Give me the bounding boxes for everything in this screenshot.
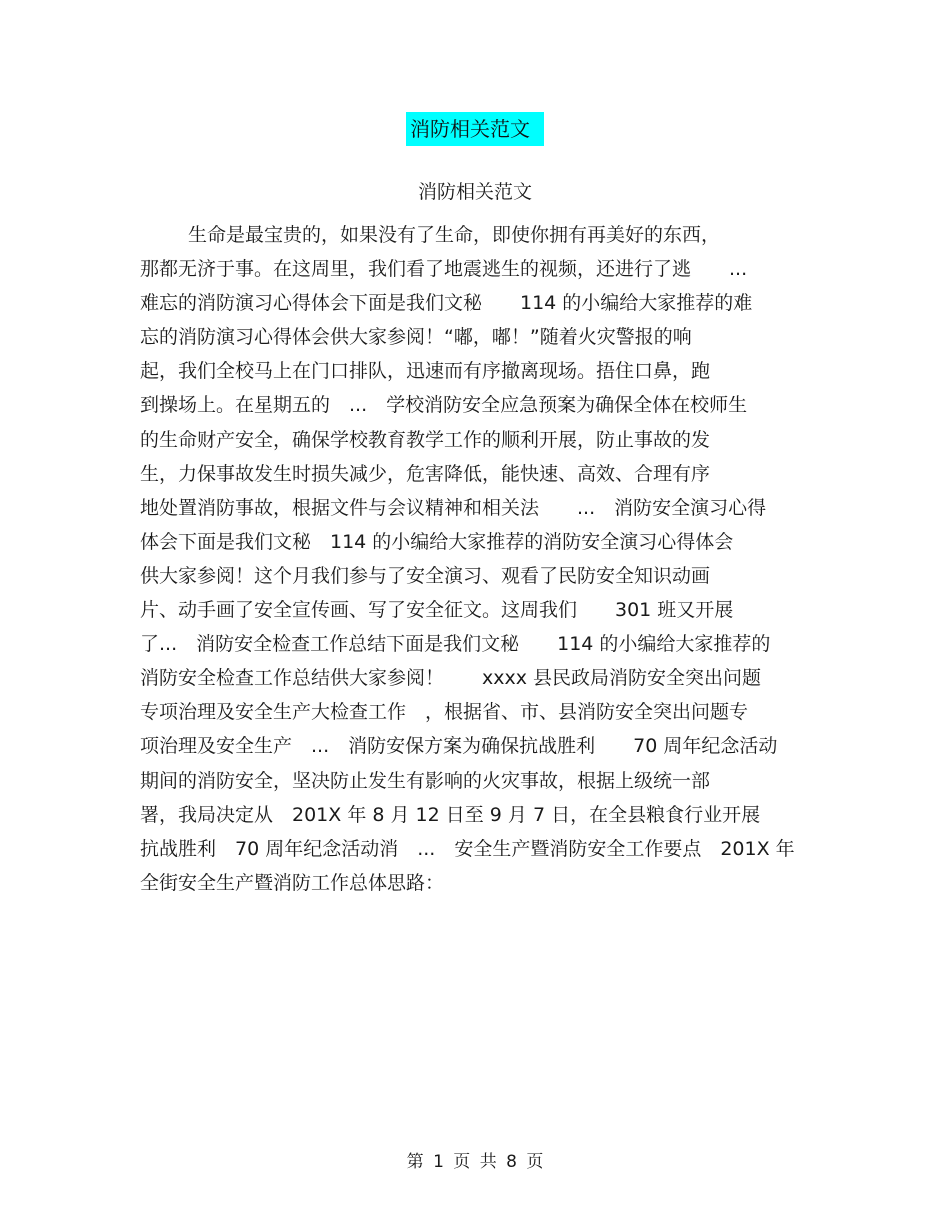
page-footer: 第 1 页 共 8 页	[406, 1152, 544, 1172]
body-line: 忘的消防演习心得体会供大家参阅！“嘟，嘟！”随着火灾警报的响	[140, 326, 692, 349]
body-line: 起，我们全校马上在门口排队，迅速而有序撤离现场。捂住口鼻，跑	[140, 360, 711, 383]
body-line: 供大家参阅！这个月我们参与了安全演习、观看了民防安全知识动画	[140, 564, 711, 587]
header-title-wrap	[0, 112, 950, 146]
header-title: 消防相关范文	[406, 112, 544, 146]
body-line: 抗战胜利 70 周年纪念活动消 ... 安全生产暨消防安全工作要点 201X 年	[140, 837, 795, 860]
body-line: 片、动手画了安全宣传画、写了安全征文。这周我们 301 班又开展	[140, 599, 734, 622]
body-line: 专项治理及安全生产大检查工作 ，根据省、市、县消防安全突出问题专	[140, 701, 749, 724]
body-line: 期间的消防安全，坚决防止发生有影响的火灾事故，根据上级统一部	[140, 769, 711, 792]
body-line: 项治理及安全生产 ... 消防安保方案为确保抗战胜利 70 周年纪念活动	[140, 735, 778, 758]
body-line: 生命是最宝贵的，如果没有了生命，即使你拥有再美好的东西，	[188, 224, 721, 246]
body-line: 的生命财产安全，确保学校教育教学工作的顺利开展，防止事故的发	[140, 428, 711, 451]
body-line: 那都无济于事。在这周里，我们看了地震逃生的视频，还进行了逃 ...	[140, 258, 748, 281]
body-line: 到操场上。在星期五的 ... 学校消防安全应急预案为确保全体在校师生	[140, 394, 748, 417]
body-line: 体会下面是我们文秘 114 的小编给大家推荐的消防安全演习心得体会	[140, 530, 734, 553]
body-line: 署，我局决定从 201X 年 8 月 12 日至 9 月 7 日，在全县粮食行业开展	[140, 803, 761, 826]
document-subtitle: 消防相关范文	[417, 181, 532, 203]
body-line: 消防安全检查工作总结供大家参阅！ xxxx 县民政局消防安全突出问题	[140, 667, 762, 690]
body-line: 生，力保事故发生时损失减少，危害降低，能快速、高效、合理有序	[140, 462, 711, 485]
body-line: 全街安全生产暨消防工作总体思路：	[140, 871, 445, 894]
body-line: 难忘的消防演习心得体会下面是我们文秘 114 的小编给大家推荐的难	[140, 292, 753, 315]
body-line: 了... 消防安全检查工作总结下面是我们文秘 114 的小编给大家推荐的	[140, 633, 771, 656]
body-text	[140, 218, 820, 900]
body-line: 地处置消防事故，根据文件与会议精神和相关法 ... 消防安全演习心得	[140, 496, 767, 519]
